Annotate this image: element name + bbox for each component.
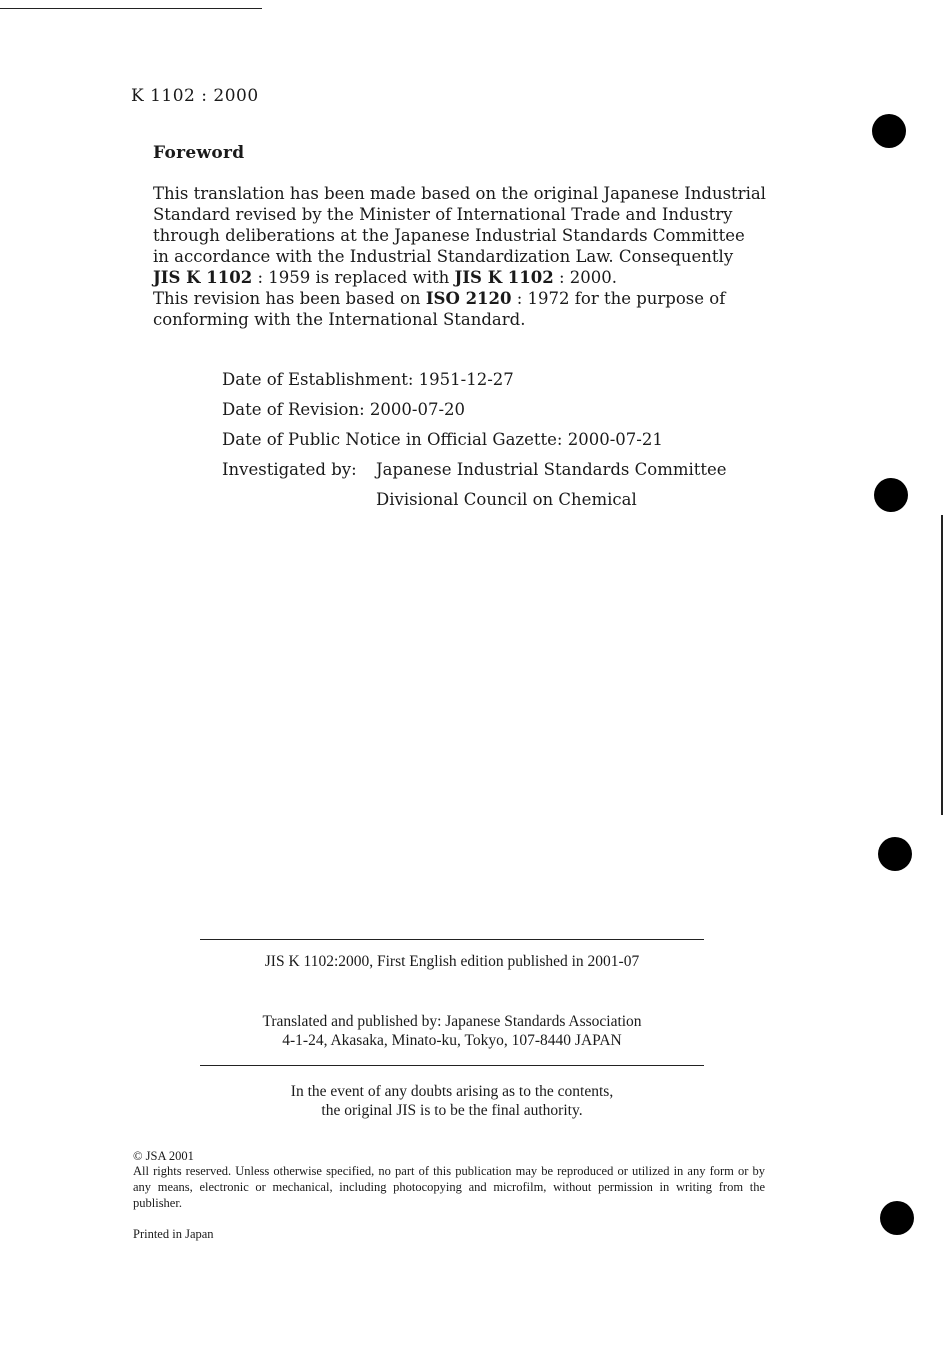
- divider: [200, 1065, 704, 1066]
- punch-hole: [872, 114, 906, 148]
- printed-in: Printed in Japan: [133, 1227, 214, 1241]
- authority-note: In the event of any doubts arising as to the contents,: [290, 1083, 614, 1100]
- foreword-line: conforming with the International Standard.: [153, 310, 526, 329]
- date-public-notice: Date of Public Notice in Official Gazette: 2000-07-21: [222, 430, 663, 449]
- investigated-committee: Japanese Industrial Standards Committee: [376, 460, 727, 479]
- punch-hole: [880, 1201, 914, 1235]
- std-ref: JIS K 1102: [454, 268, 554, 287]
- standard-number: K 1102 : 2000: [131, 86, 259, 106]
- iso-ref: ISO 2120: [425, 289, 512, 308]
- foreword-heading: Foreword: [153, 143, 245, 163]
- text: This revision has been based on: [153, 289, 426, 308]
- text: : 1972 for the purpose of: [511, 289, 726, 308]
- foreword-line: through deliberations at the Japanese Industrial Standards Committee: [153, 226, 745, 245]
- edition-note: JIS K 1102:2000, First English edition published in 2001-07: [264, 953, 640, 970]
- publisher-line: Translated and published by: Japanese Standards Association: [262, 1013, 642, 1030]
- punch-hole: [878, 837, 912, 871]
- foreword-line: This translation has been made based on the original Japanese Industrial: [153, 184, 766, 203]
- foreword-line: [153, 267, 765, 288]
- page-edge-shadow: [941, 515, 943, 815]
- divider: [200, 939, 704, 940]
- std-ref: JIS K 1102: [153, 268, 253, 287]
- foreword-line: in accordance with the Industrial Standardization Law. Consequently: [153, 247, 734, 266]
- date-establishment: Date of Establishment: 1951-12-27: [222, 370, 514, 389]
- copyright: © JSA 2001: [133, 1149, 194, 1163]
- punch-hole: [874, 478, 908, 512]
- authority-note: the original JIS is to be the final authority.: [321, 1102, 583, 1119]
- date-revision: Date of Revision: 2000-07-20: [222, 400, 466, 419]
- text: : 2000.: [553, 268, 618, 287]
- top-rule: [0, 8, 262, 9]
- publisher-address: 4-1-24, Akasaka, Minato-ku, Tokyo, 107-8440 JAPAN: [282, 1032, 622, 1049]
- investigated-label: Investigated by:: [222, 460, 357, 479]
- text: : 1959 is replaced with: [252, 268, 455, 287]
- rights-notice: All rights reserved. Unless otherwise specified, no part of this publication may be reproduced or utilized in any form or by any means, electronic or mechanical, including photocopying and microfilm, without permission in writing from the publisher.: [133, 1164, 765, 1210]
- investigated-council: Divisional Council on Chemical: [376, 490, 637, 509]
- foreword-line: Standard revised by the Minister of International Trade and Industry: [153, 205, 733, 224]
- foreword-line: [153, 288, 765, 309]
